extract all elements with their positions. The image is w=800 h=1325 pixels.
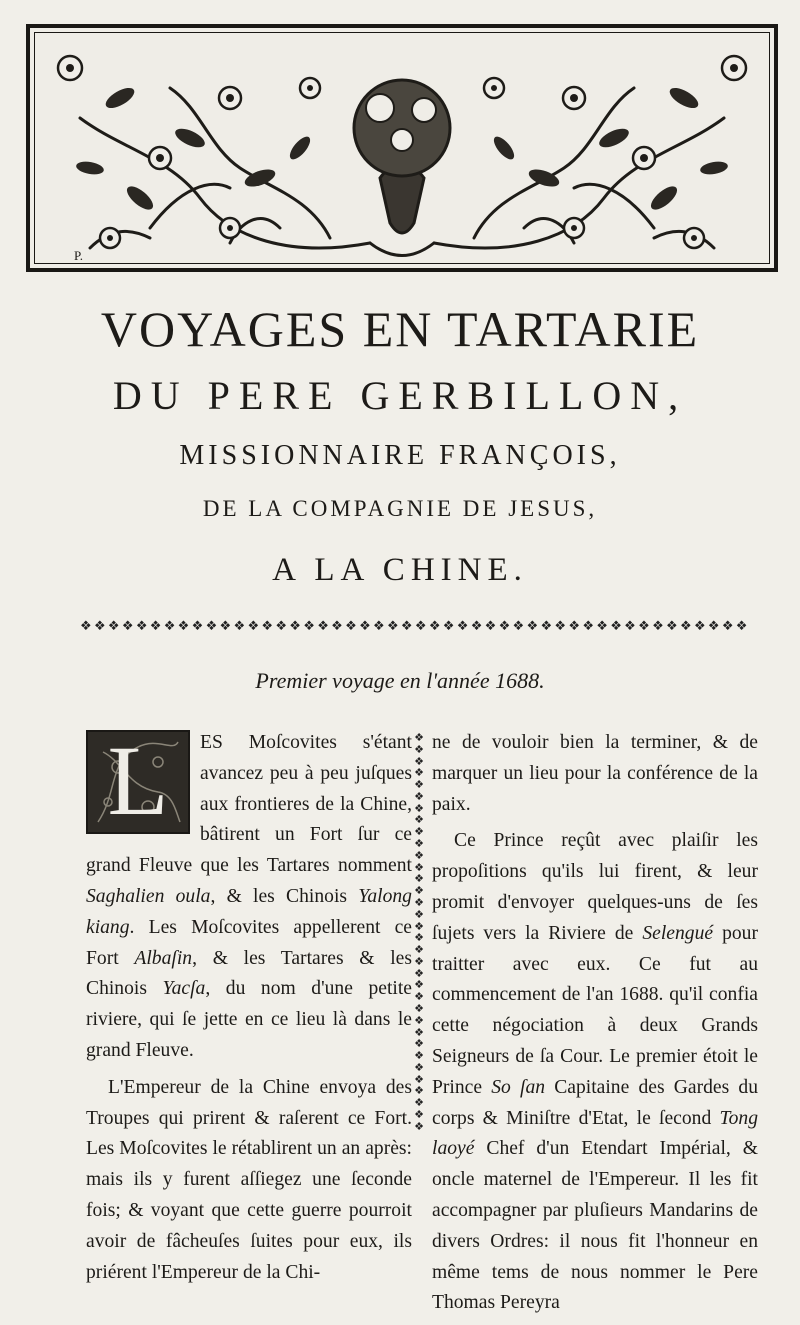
fleuron-rule xyxy=(80,617,748,635)
fleuron-icon: ❖ xyxy=(414,1108,424,1121)
fleuron-icon: ❖ xyxy=(526,618,539,634)
right_column-p2-run: Chef d'un Etendart Impérial, & oncle maternel de l'Empereur. Il les fit accompagner par pluſieurs Mandarins de divers Ordres: il nous fit l'honneur en même tems de nous nommer le Pere Thomas Pereyra xyxy=(432,1138,758,1314)
fleuron-icon: ❖ xyxy=(414,978,424,992)
fleuron-icon: ❖ xyxy=(707,618,720,634)
fleuron-icon: ❖ xyxy=(414,1049,424,1063)
fleuron-icon: ❖ xyxy=(121,618,134,634)
fleuron-icon: ❖ xyxy=(414,618,427,634)
fleuron-icon: ❖ xyxy=(610,618,622,634)
right_column-p2-run: Capitaine des Gardes du corps & Miniſtre d'Etat, le ſecond xyxy=(432,1076,758,1129)
fleuron-icon: ❖ xyxy=(414,813,424,827)
fleuron-icon: ❖ xyxy=(624,618,636,634)
paragraph-4 xyxy=(432,826,758,1319)
fleuron-icon: ❖ xyxy=(456,618,469,634)
left_column-p1-run: , du nom d'une petite riviere, qui ſe jette en ce lieu là dans le grand Fleuve. xyxy=(86,978,412,1061)
fleuron-icon: ❖ xyxy=(414,848,424,862)
paragraph-3: ne de vouloir bien la terminer, & de marquer un lieu pour la conférence de la paix. xyxy=(432,732,758,815)
fleuron-icon: ❖ xyxy=(414,837,424,851)
left_column-p1-run: . Les Moſcovites appellerent ce Fort xyxy=(86,916,412,969)
fleuron-icon: ❖ xyxy=(484,618,497,634)
fleuron-icon: ❖ xyxy=(414,931,424,945)
left_column-p1-run: ES Moſcovites s'étant avancez peu à peu juſques aux frontieres de la Chine, bâtirent un Fort ſur ce grand Fleuve que les Tartares nomment xyxy=(86,732,412,877)
fleuron-icon: ❖ xyxy=(414,1025,424,1039)
fleuron-icon: ❖ xyxy=(373,618,385,634)
fleuron-icon: ❖ xyxy=(93,618,106,634)
fleuron-icon: ❖ xyxy=(414,954,424,968)
right_column-p2-run: Tong laoyé xyxy=(432,1107,758,1160)
left_column-p1-run: , & les Tartares & les Chinois xyxy=(86,947,412,1000)
fleuron-icon: ❖ xyxy=(261,618,274,634)
right_column-p2-run: Selengué xyxy=(642,922,714,944)
title-line-4: DE LA COMPAGNIE DE JESUS, xyxy=(202,496,598,521)
fleuron-icon: ❖ xyxy=(386,618,399,634)
column-divider xyxy=(412,732,426,1132)
fleuron-icon: ❖ xyxy=(135,618,148,634)
fleuron-icon: ❖ xyxy=(414,1096,424,1110)
fleuron-icon: ❖ xyxy=(428,618,441,634)
fleuron-icon: ❖ xyxy=(679,618,692,634)
fleuron-icon: ❖ xyxy=(414,943,424,957)
left_column-p1-run: Yalong kiang xyxy=(86,885,412,938)
fleuron-icon: ❖ xyxy=(414,895,424,909)
fleuron-icon: ❖ xyxy=(540,618,553,634)
fleuron-icon: ❖ xyxy=(414,1072,424,1086)
fleuron-icon: ❖ xyxy=(414,766,424,780)
fleuron-icon: ❖ xyxy=(163,618,176,634)
fleuron-icon: ❖ xyxy=(735,618,748,634)
fleuron-icon: ❖ xyxy=(512,618,525,634)
fleuron-icon: ❖ xyxy=(414,1060,424,1074)
fleuron-icon: ❖ xyxy=(331,618,343,634)
fleuron-icon: ❖ xyxy=(554,618,567,634)
title-line-2: DU PERE GERBILLON, xyxy=(112,373,688,418)
engraver-mark: P. xyxy=(74,248,84,263)
ornate-initial-icon xyxy=(86,730,190,834)
left_column-p1-run: Saghalien oula xyxy=(86,885,211,907)
fleuron-icon: ❖ xyxy=(652,618,664,634)
fleuron-icon: ❖ xyxy=(414,1013,424,1027)
fleuron-icon: ❖ xyxy=(191,618,204,634)
fleuron-icon: ❖ xyxy=(582,618,594,634)
fleuron-icon: ❖ xyxy=(693,618,706,634)
fleuron-icon: ❖ xyxy=(414,789,424,803)
fleuron-icon: ❖ xyxy=(470,618,483,634)
fleuron-icon: ❖ xyxy=(219,618,232,634)
fleuron-icon: ❖ xyxy=(568,618,581,634)
fleuron-icon: ❖ xyxy=(177,618,190,634)
fleuron-icon: ❖ xyxy=(345,618,357,634)
title-line-3: MISSIONNAIRE FRANÇOIS, xyxy=(179,440,621,471)
fleuron-icon: ❖ xyxy=(596,618,608,634)
fleuron-icon: ❖ xyxy=(721,618,734,634)
fleuron-icon: ❖ xyxy=(414,1084,424,1098)
fleuron-icon: ❖ xyxy=(414,884,424,898)
right_column-p2-run: So ſan xyxy=(491,1076,546,1098)
left-text-column xyxy=(86,728,412,1294)
fleuron-icon: ❖ xyxy=(414,907,424,921)
paragraph-2: L'Empereur de la Chine envoya des Troupes qui prirent & raſerent ce Fort. Les Moſcovites le rétablirent un an après: mais ils y furent aſſiegez une ſeconde fois; & voyant que cette guerre pourroit avoir de fâcheuſes ſuites pour eux, ils priérent l'Empereur de la Chi- xyxy=(86,1076,412,1283)
fleuron-icon: ❖ xyxy=(414,732,424,744)
fleuron-icon: ❖ xyxy=(149,618,162,634)
left_column-p1-run: Yacſa xyxy=(162,978,206,1000)
fleuron-icon: ❖ xyxy=(400,618,413,634)
fleuron-icon: ❖ xyxy=(107,618,120,634)
fleuron-icon: ❖ xyxy=(414,825,424,839)
fleuron-icon: ❖ xyxy=(498,618,511,634)
fleuron-icon: ❖ xyxy=(205,618,218,634)
fleuron-icon: ❖ xyxy=(275,618,287,634)
left_column-p1-run: Albaſin xyxy=(134,947,193,969)
fleuron-icon: ❖ xyxy=(414,1037,424,1051)
title-line-1: VOYAGES EN TARTARIE xyxy=(100,301,700,357)
fleuron-icon: ❖ xyxy=(317,618,329,634)
fleuron-icon: ❖ xyxy=(414,742,424,756)
right_column-p2-run: Ce Prince reçût avec plaiſir les propoſitions qu'ils lui firent, & leur promit d'envoyer quelques-uns de ſes ſujets vers la Riviere de xyxy=(432,830,758,944)
fleuron-icon: ❖ xyxy=(414,966,424,980)
section-heading: Premier voyage en l'année 1688. xyxy=(255,668,545,693)
fleuron-icon: ❖ xyxy=(638,618,650,634)
right_column-p2-run: pour traitter avec eux. Ce fut au commencement de l'an 1688. qu'il confia cette négociation à deux Grands Seigneurs de ſa Cour. Le premier étoit le Prince xyxy=(432,922,758,1098)
title-line-5: A LA CHINE. xyxy=(272,552,528,588)
ornamental-headpiece xyxy=(26,24,778,272)
fleuron-icon: ❖ xyxy=(289,618,301,634)
fleuron-icon: ❖ xyxy=(414,801,424,815)
fleuron-icon: ❖ xyxy=(80,618,92,634)
fleuron-icon: ❖ xyxy=(442,618,455,634)
left_column-p1-run: , & les Chinois xyxy=(210,885,359,907)
dropcap-letter: L xyxy=(107,730,169,834)
fleuron-icon: ❖ xyxy=(414,754,424,768)
fleuron-icon: ❖ xyxy=(414,872,424,886)
fleuron-icon: ❖ xyxy=(233,618,246,634)
fleuron-icon: ❖ xyxy=(247,618,260,634)
fleuron-icon: ❖ xyxy=(414,990,424,1004)
fleuron-icon: ❖ xyxy=(414,778,424,792)
right-text-column xyxy=(432,728,758,1325)
fleuron-icon: ❖ xyxy=(359,618,371,634)
fleuron-icon: ❖ xyxy=(414,1119,424,1132)
fleuron-icon: ❖ xyxy=(303,618,315,634)
fleuron-icon: ❖ xyxy=(666,618,678,634)
fleuron-icon: ❖ xyxy=(414,860,424,874)
fleuron-icon: ❖ xyxy=(414,1001,424,1015)
fleuron-icon: ❖ xyxy=(414,919,424,933)
floral-vase-scroll-icon xyxy=(30,28,774,268)
